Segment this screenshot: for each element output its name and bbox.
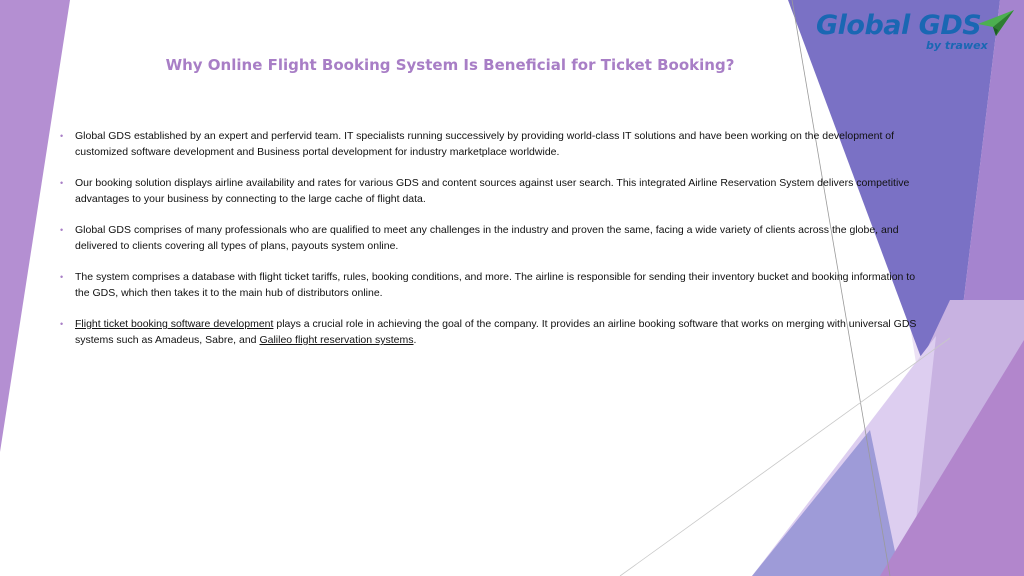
bullet-icon: • bbox=[60, 178, 64, 188]
logo-tagline: by trawex bbox=[926, 39, 988, 52]
bullet-icon: • bbox=[60, 225, 64, 235]
bullet-text: Global GDS established by an expert and perfervid team. IT specialists running successively by providing world-class IT solutions and have been working on the development of customized software development and Business portal development for industry marketplace worldwide. bbox=[75, 130, 895, 158]
list-item bbox=[58, 175, 918, 207]
galileo-reservation-link[interactable]: Galileo flight reservation systems bbox=[259, 334, 414, 346]
bullet-text: The system comprises a database with flight ticket tariffs, rules, booking conditions, and more. The airline is responsible for sending their inventory bucket and booking information to the GDS, which then takes it to the main hub of distributors online. bbox=[75, 271, 916, 299]
paper-plane-icon bbox=[976, 8, 1016, 38]
list-item bbox=[58, 269, 918, 301]
bullet-text-middle: plays a crucial role in achieving the goal of the company. It provides an airline booking software that works on merging with universal GDS systems such as Amadeus, Sabre, and bbox=[75, 318, 917, 346]
list-item bbox=[58, 316, 918, 348]
flight-booking-software-link[interactable]: Flight ticket booking software development bbox=[75, 318, 274, 330]
list-item bbox=[58, 222, 918, 254]
bullet-icon: • bbox=[60, 319, 64, 329]
bullet-text: Global GDS comprises of many professionals who are qualified to meet any challenges in the industry and proven the same, facing a wide variety of clients across the globe, and delivered to clients covering all types of plans, payouts system online. bbox=[75, 224, 899, 252]
logo-wordmark: Global GDS bbox=[816, 10, 982, 41]
bullet-text bbox=[75, 316, 918, 348]
list-item bbox=[58, 128, 918, 160]
bullet-icon: • bbox=[60, 272, 64, 282]
page-title: Why Online Flight Booking System Is Beneficial for Ticket Booking? bbox=[165, 56, 735, 74]
bullet-text-end: . bbox=[413, 334, 417, 346]
bullet-icon: • bbox=[60, 131, 64, 141]
bullet-list bbox=[58, 128, 918, 363]
bullet-text: Our booking solution displays airline availability and rates for various GDS and content sources against user search. This integrated Airline Reservation System delivers competitive advantages to your business by connecting to the large cache of flight data. bbox=[75, 177, 910, 205]
global-gds-logo[interactable] bbox=[812, 6, 1018, 56]
